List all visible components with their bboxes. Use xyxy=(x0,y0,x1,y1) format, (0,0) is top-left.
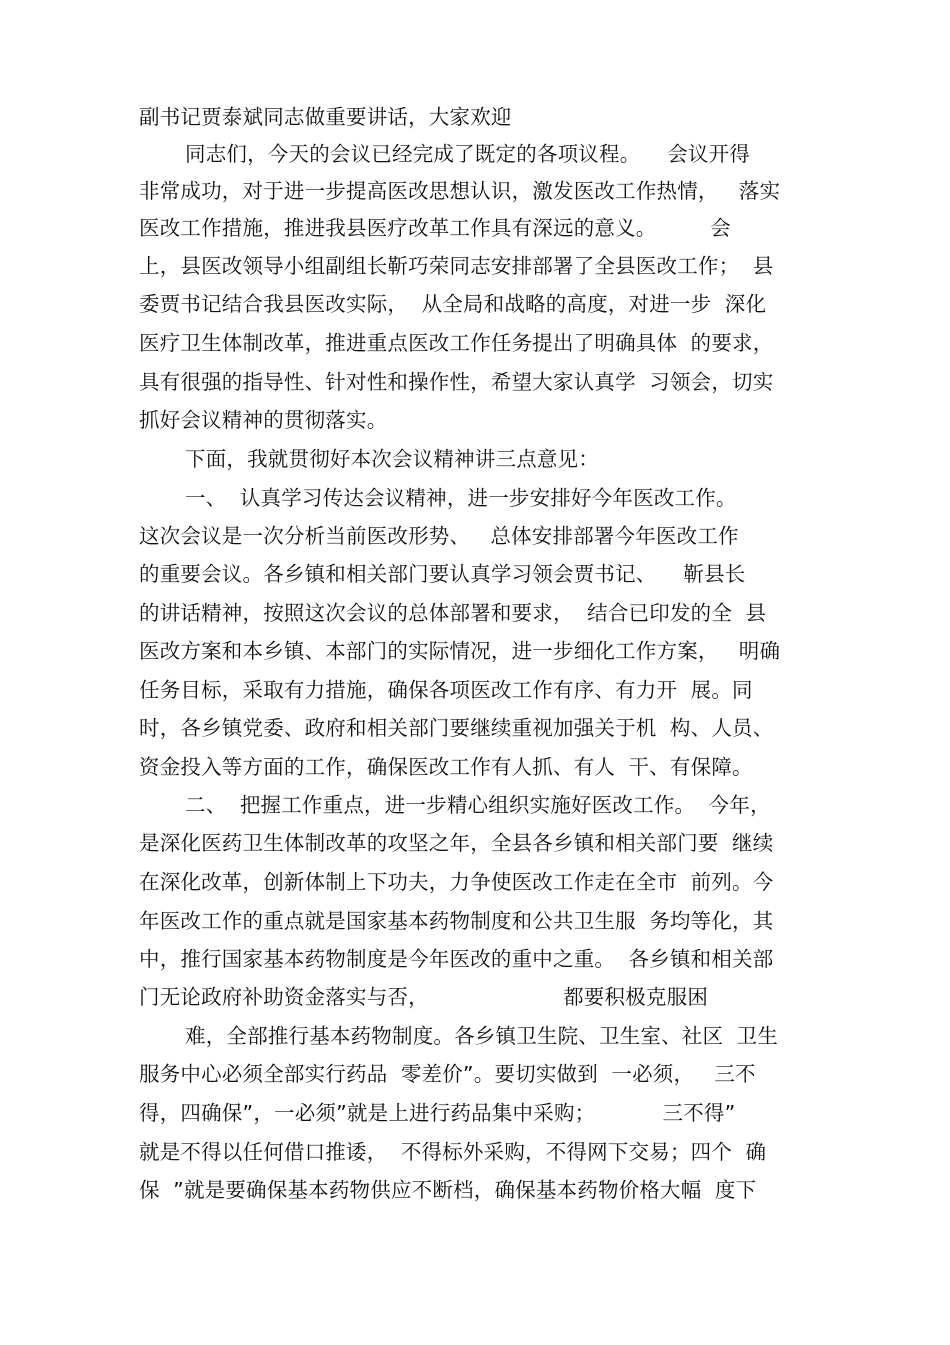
text-line-19: 二、 把握工作重点，进一步精心组织实施好医改工作。 今年， xyxy=(185,793,771,817)
text-line-16: 任务目标，采取有力措施，确保各项医改工作有序、有力开 展。同 xyxy=(139,678,753,702)
text-line-15: 医改方案和本乡镇、本部门的实际情况，进一步细化工作方案， 明确 xyxy=(139,639,781,663)
text-line-5: 上，县医改领导小组副组长靳巧荣同志安排部署了全县医改工作； 县 xyxy=(139,254,774,278)
text-line-13: 的重要会议。各乡镇和相关部门要认真学习领会贾书记、 靳县长 xyxy=(139,562,746,586)
text-line-23: 中，推行国家基本药物制度是今年医改的重中之重。 各乡镇和相关部 xyxy=(139,947,774,971)
text-line-3: 非常成功，对于进一步提高医改思想认识，激发医改工作热情， 落实 xyxy=(139,179,781,203)
text-line-11: 一、 认真学习传达会议精神，进一步安排好今年医改工作。 xyxy=(185,486,737,510)
text-line-14: 的讲话精神，按照这次会议的总体部署和要求， 结合已印发的全 县 xyxy=(139,601,767,625)
text-line-27: 得，四确保”，一必须”就是上进行药品集中采购； 三不得” xyxy=(139,1101,736,1125)
text-line-22: 年医改工作的重点就是国家基本药物制度和公共卫生服 务均等化，其 xyxy=(139,909,774,933)
text-line-12: 这次会议是一次分析当前医改形势、 总体安排部署今年医改工作 xyxy=(139,524,739,548)
text-line-6: 委贾书记结合我县医改实际， 从全局和战略的高度，对进一步 深化 xyxy=(139,292,767,316)
text-line-4: 医改工作措施，推进我县医疗改革工作具有深远的意义。 会 xyxy=(139,216,731,240)
text-line-17: 时，各乡镇党委、政府和相关部门要继续重视加强关于机 构、人员、 xyxy=(139,716,774,740)
text-line-10: 下面，我就贯彻好本次会议精神讲三点意见： xyxy=(185,447,599,471)
text-line-25: 难，全部推行基本药物制度。各乡镇卫生院、卫生室、社区 卫生 xyxy=(185,1024,779,1048)
text-line-1: 副书记贾泰斌同志做重要讲话，大家欢迎 xyxy=(139,105,512,129)
text-line-20: 是深化医药卫生体制改革的攻坚之年，全县各乡镇和相关部门要 继续 xyxy=(139,831,774,855)
text-line-7: 医疗卫生体制改革，推进重点医改工作任务提出了明确具体 的要求， xyxy=(139,331,774,355)
text-line-29: 保 ”就是要确保基本药物供应不断档，确保基本药物价格大幅 度下 xyxy=(139,1178,757,1202)
text-line-18: 资金投入等方面的工作，确保医改工作有人抓、有人 干、有保障。 xyxy=(139,755,753,779)
text-line-8: 具有很强的指导性、针对性和操作性，希望大家认真学 习领会，切实 xyxy=(139,370,774,394)
text-line-28: 就是不得以任何借口推诿， 不得标外采购，不得网下交易；四个 确 xyxy=(139,1140,767,1164)
text-line-26: 服务中心必须全部实行药品 零差价”。要切实做到 一必须， 三不 xyxy=(139,1062,756,1086)
text-line-21: 在深化改革，创新体制上下功夫，力争使医改工作走在全市 前列。今 xyxy=(139,870,774,894)
text-line-24: 门无论政府补助资金落实与否， 都要积极克服困 xyxy=(139,985,709,1009)
text-line-2: 同志们，今天的会议已经完成了既定的各项议程。 会议开得 xyxy=(185,142,751,166)
text-line-9: 抓好会议精神的贯彻落实。 xyxy=(139,408,388,432)
